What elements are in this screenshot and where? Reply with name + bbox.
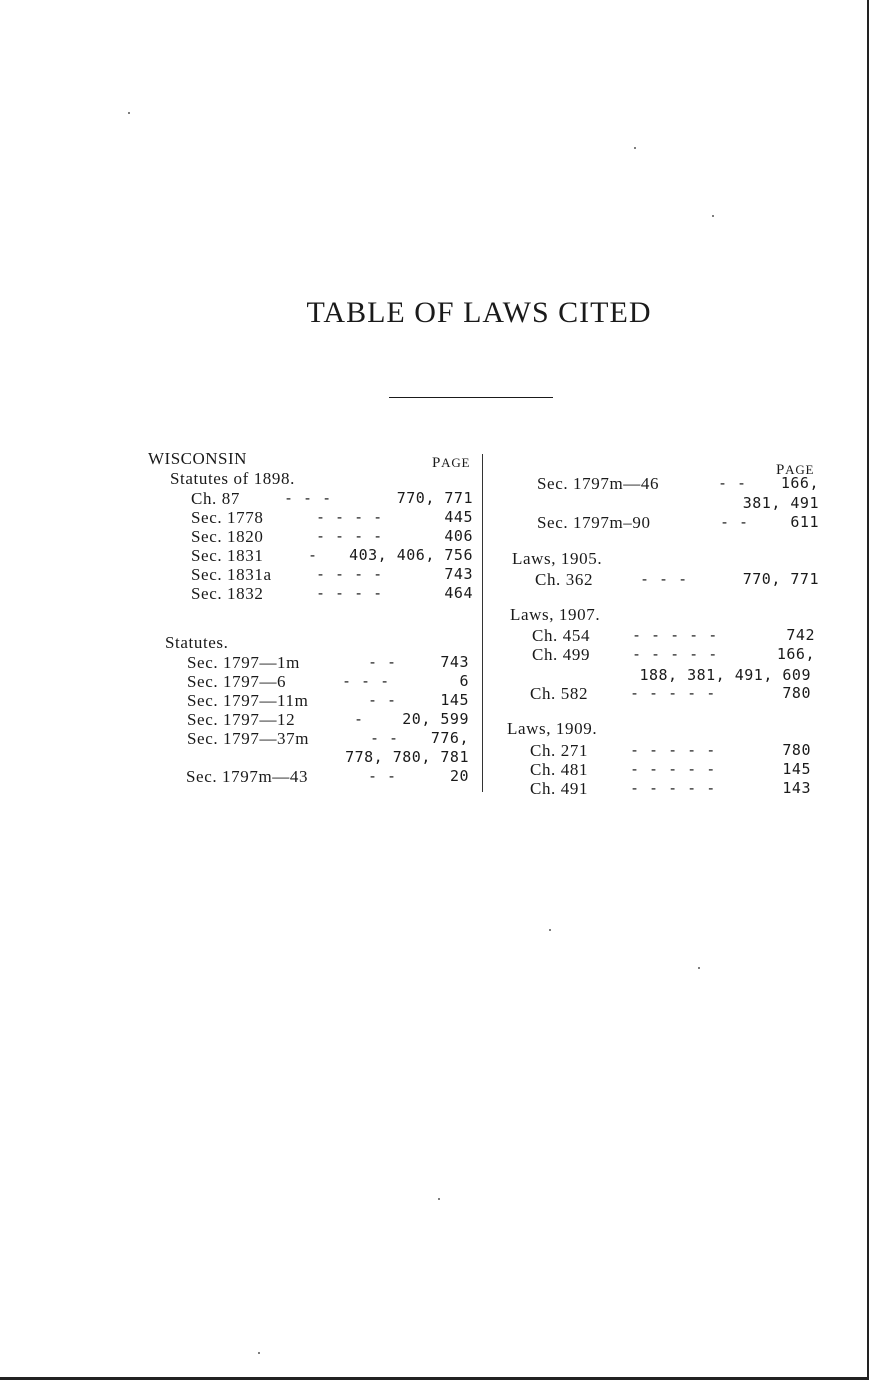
right-group3-title: Laws, 1909.	[507, 719, 598, 738]
entry-leader: - -	[368, 653, 397, 671]
entry-ref: Ch. 454	[532, 626, 591, 645]
entry-ref: Sec. 1797—37m	[187, 729, 310, 748]
paper-speck	[712, 215, 714, 217]
entry-pages: 145	[782, 760, 811, 778]
entry-pages-continued: 778, 780, 781	[345, 748, 469, 766]
entry-ref: Ch. 362	[535, 570, 594, 589]
entry-ref: Sec. 1797m—43	[186, 767, 309, 786]
entry-leader: - -	[718, 474, 747, 492]
entry-ref: Sec. 1797—12	[187, 710, 296, 729]
page-title: TABLE OF LAWS CITED	[306, 296, 652, 329]
entry-pages: 776,	[430, 729, 469, 747]
entry-ref: Ch. 87	[191, 489, 240, 508]
entry-pages-continued: 188, 381, 491, 609	[639, 666, 811, 684]
entry-ref: Ch. 582	[530, 684, 589, 703]
entry-pages: 403, 406, 756	[349, 546, 473, 564]
entry-leader: - - - - -	[632, 645, 718, 663]
entry-leader: - -	[368, 767, 397, 785]
entry-pages: 464	[444, 584, 473, 602]
entry-leader: - - -	[342, 672, 390, 690]
entry-ref: Sec. 1831a	[191, 565, 272, 584]
entry-pages: 743	[440, 653, 469, 671]
entry-leader: - - - -	[316, 508, 383, 526]
entry-pages: 166,	[776, 645, 815, 663]
entry-leader: - -	[720, 513, 749, 531]
entry-pages: 406	[444, 527, 473, 545]
entry-leader: - - -	[284, 489, 332, 507]
entry-pages: 166,	[780, 474, 819, 492]
entry-leader: - -	[370, 729, 399, 747]
entry-leader: - - - -	[316, 527, 383, 545]
entry-pages: 445	[444, 508, 473, 526]
entry-ref: Sec. 1797—6	[187, 672, 287, 691]
entry-ref: Sec. 1778	[191, 508, 264, 527]
entry-ref: Ch. 491	[530, 779, 589, 798]
entry-pages: 20	[449, 767, 469, 785]
entry-pages: 770, 771	[742, 570, 819, 588]
entry-leader: - - - - -	[630, 760, 716, 778]
entry-pages: 780	[782, 684, 811, 702]
right-group2-title: Laws, 1907.	[510, 605, 601, 624]
entry-pages: 780	[782, 741, 811, 759]
entry-ref: Sec. 1797—11m	[187, 691, 309, 710]
entry-pages: 770, 771	[396, 489, 473, 507]
entry-ref: Ch. 271	[530, 741, 589, 760]
paper-speck	[438, 1198, 440, 1200]
entry-pages: 20, 599	[402, 710, 469, 728]
entry-pages-continued: 381, 491	[742, 494, 819, 512]
entry-pages: 6	[459, 672, 469, 690]
entry-pages: 145	[440, 691, 469, 709]
entry-leader: - - - - -	[630, 741, 716, 759]
entry-leader: - - -	[640, 570, 688, 588]
entry-pages: 143	[782, 779, 811, 797]
entry-leader: - - - - -	[630, 779, 716, 797]
entry-ref: Sec. 1832	[191, 584, 264, 603]
entry-leader: - - - - -	[630, 684, 716, 702]
entry-ref: Sec. 1797m—46	[537, 474, 660, 493]
entry-leader: - - - - -	[632, 626, 718, 644]
entry-pages: 743	[444, 565, 473, 583]
paper-speck	[634, 147, 636, 149]
entry-pages: 742	[786, 626, 815, 644]
entry-ref: Ch. 499	[532, 645, 591, 664]
entry-ref: Ch. 481	[530, 760, 589, 779]
right-group1-title: Laws, 1905.	[512, 549, 603, 568]
entry-leader: - - - -	[316, 584, 383, 602]
left-group1-title: Statutes of 1898.	[170, 469, 295, 488]
entry-pages: 611	[790, 513, 819, 531]
column-divider	[482, 454, 483, 792]
paper-speck	[698, 967, 700, 969]
paper-speck	[128, 112, 130, 114]
left-page-label: PAGE	[432, 455, 471, 471]
entry-ref: Sec. 1797—1m	[187, 653, 300, 672]
entry-leader: - - - -	[316, 565, 383, 583]
entry-ref: Sec. 1797m–90	[537, 513, 651, 532]
left-group2-title: Statutes.	[165, 633, 229, 652]
entry-leader: -	[308, 546, 318, 564]
paper-speck	[549, 929, 551, 931]
entry-ref: Sec. 1820	[191, 527, 264, 546]
right-page-label: PAGE	[776, 462, 815, 478]
state-heading: WISCONSIN	[148, 449, 247, 468]
title-rule	[389, 397, 553, 398]
entry-ref: Sec. 1831	[191, 546, 264, 565]
entry-leader: -	[354, 710, 364, 728]
paper-speck	[258, 1352, 260, 1354]
entry-leader: - -	[368, 691, 397, 709]
